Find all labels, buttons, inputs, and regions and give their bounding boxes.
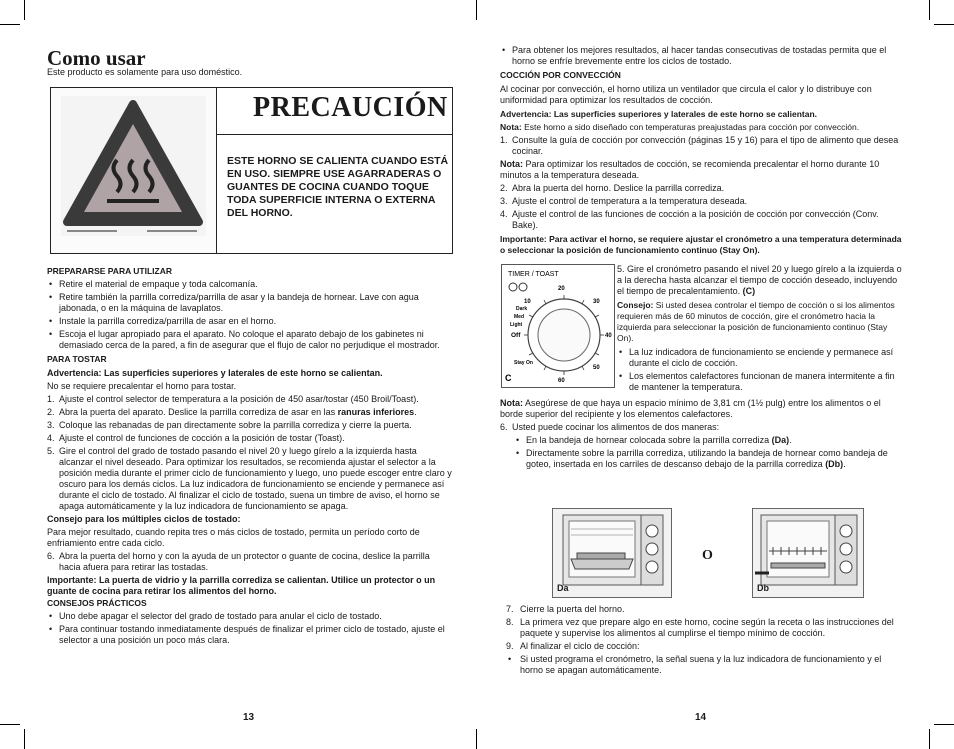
caution-box <box>50 87 453 254</box>
dial-label: 60 <box>558 378 565 384</box>
tip-body: Si usted desea controlar el tiempo de cocción o si los alimentos requieren más de 60 minutos de cocción, gire el cronómetro hacia la izquierda para seleccionar la posición de funcionamiento continuo (Stay On). <box>617 300 895 343</box>
body-text: Al cocinar por convección, el horno utiliza un ventilador que circula el calor y lo distribuye con uniformidad para optimizar los resultados de cocción. <box>500 84 872 105</box>
dial-label: 20 <box>558 286 565 292</box>
crop-mark <box>934 24 954 25</box>
section-heading: CONSEJOS PRÁCTICOS <box>47 598 147 608</box>
oven-figure-db <box>752 508 864 598</box>
list-item <box>47 420 452 431</box>
figure-label: Da <box>557 583 569 593</box>
warning-text: Advertencia: Las superficies superiores y laterales de este horno se calientan. <box>500 109 817 119</box>
caution-text: ESTE HORNO SE CALIENTA CUANDO ESTÁ EN USO. SIEMPRE USE AGARRADERAS O GUANTES DE COCINA CUANDO TOQUE TODA SUPERFICIE INTERNA O EXTERNA DEL HORNO. <box>227 155 449 219</box>
step-number: 8. <box>506 617 514 627</box>
tip-text <box>617 300 904 344</box>
list-item: • Uno debe apagar el selector del grado de tostado para anular el ciclo de tostado. <box>47 611 452 622</box>
bullet-list <box>506 654 904 676</box>
option-text: En la bandeja de hornear colocada sobre la parrilla corrediza <box>526 435 772 445</box>
left-body <box>47 266 452 646</box>
step-text: Gire el control del grado de tostado pasando el nivel 20 y luego gírelo a la izquierda hasta alcanzar el nivel deseado. Para optimizar los resultados, se recomienda ajustar el selector a la posición media durante el primer ciclo de funcionamiento y luego, uno puede escoger entre claro y oscuro para los demás ciclos. La luz indicadora de funcionamiento se enciende y permanece así durante el ciclo de tostado. Al finalizar el ciclo de tostado, suena un timbre de aviso, el horno se apaga automáticamente y la luz indicadora de funcionamiento se apaga. <box>59 446 452 511</box>
step-text: Cierre la puerta del horno. <box>520 604 625 614</box>
dial-label: Dark <box>516 306 528 312</box>
crop-mark <box>476 729 477 749</box>
figure-label: Db <box>757 583 769 593</box>
list-item: • Los elementos calefactores funcionan de manera intermitente a fin de mantener la temperatura. <box>617 371 904 393</box>
step-body: 5. Gire el cronómetro pasando el nivel 20 y luego gírelo a la izquierda o a la derecha hasta alcanzar el tiempo de cocción deseado, incluyendo el tiempo de precalentamiento. <box>617 264 902 296</box>
list-item: • Escoja el lugar apropiado para el aparato. No coloque el aparato debajo de los gabinetes ni demasiado cerca de la pared, a fin de asegurar que el flujo de calor no perjudique el mostrador. <box>47 329 452 351</box>
list-item <box>47 394 452 405</box>
list-item: • Instale la parrilla corrediza/parrilla de asar en el horno. <box>47 316 452 327</box>
list-item <box>500 183 904 194</box>
step-text: Ajuste el control de funciones de cocción a la posición de tostar (Toast). <box>59 433 345 443</box>
right-body-top <box>500 45 904 256</box>
note-body: Este horno a sido diseñado con temperaturas preajustadas para cocción por convección. <box>521 122 860 132</box>
crop-mark <box>929 729 930 749</box>
crop-mark <box>476 0 477 20</box>
dial-label: 40 <box>605 333 612 339</box>
option-text: . <box>789 435 792 445</box>
list-item: • La luz indicadora de funcionamiento se enciende y permanece así durante el ciclo de cocción. <box>617 347 904 369</box>
crop-mark <box>934 724 954 725</box>
note-label: Nota: <box>500 398 523 408</box>
note-text <box>500 159 904 181</box>
tip-label: Consejo: <box>617 300 654 310</box>
note-text: No se requiere precalentar el horno para tostar. <box>47 381 237 391</box>
list-item: • Para continuar tostando inmediatamente después de finalizar el primer ciclo de tostado, ajuste el selector a una posición un poco más clara. <box>47 624 452 646</box>
dial-label: Stay On <box>514 360 533 366</box>
page-number: 14 <box>695 712 707 723</box>
step-number: 6. <box>500 422 508 432</box>
step-text: Consulte la guía de cocción por convección (páginas 15 y 16) para el tipo de alimento que desea cocinar. <box>512 135 899 156</box>
prep-list <box>47 279 452 351</box>
step-number: 2. <box>47 407 55 417</box>
step-number: 2. <box>500 183 508 193</box>
options-list <box>514 435 904 470</box>
tips-list <box>47 611 452 646</box>
dial-label: 30 <box>593 299 600 305</box>
step-text: Abra la puerta del horno y con la ayuda de un protector o guante de cocina, deslice la parrilla hacia afuera para retirar las tostadas. <box>59 551 430 572</box>
list-item <box>506 617 904 639</box>
bullet-list <box>617 347 904 393</box>
step-number: 3. <box>500 196 508 206</box>
step-text: Ajuste el control de temperatura a la temperatura deseada. <box>512 196 748 206</box>
step-number: 4. <box>500 209 508 219</box>
important-text: Importante: La puerta de vidrio y la parrilla corrediza se calientan. Utilice un protector o un guante de cocina para retirar los alimentos del horno. <box>47 575 436 596</box>
list-item: • Si usted programa el cronómetro, la señal suena y la luz indicadora de funcionamiento y el horno se apagan automáticamente. <box>506 654 904 676</box>
tip-text: Para mejor resultado, cuando repita tres o más ciclos de tostado, permita un período corto de enfriamiento entre cada ciclo. <box>47 527 420 548</box>
list-item <box>500 209 904 231</box>
dial-label: Light <box>510 322 523 328</box>
section-heading: PREPARARSE PARA UTILIZAR <box>47 266 172 276</box>
dial-label: 50 <box>593 365 600 371</box>
dial-label: Off <box>511 332 521 339</box>
right-body-bottom <box>506 604 904 676</box>
list-item <box>47 551 452 573</box>
step-text <box>617 264 904 297</box>
step-text: Abra la puerta del horno. Deslice la parrilla corrediza. <box>512 183 725 193</box>
step-text: La primera vez que prepare algo en este horno, cocine según la receta o las instrucciones del paquete y supervise los alimentos al cumplirse el tiempo mínimo de cocción. <box>520 617 894 638</box>
list-item: • Para obtener los mejores resultados, al hacer tandas consecutivas de tostadas permita que el horno se enfríe brevemente entre los ciclos de tostado. <box>500 45 904 67</box>
list-item <box>500 135 904 157</box>
or-separator: O <box>702 548 713 563</box>
crop-mark <box>0 724 20 725</box>
warning-text: Advertencia: Las superficies superiores y laterales de este horno se calientan. <box>47 368 383 378</box>
important-text: Importante: Para activar el horno, se requiere ajustar el cronómetro a una temperatura determinada o seleccionar la posición de funcionamiento continuo (Stay On). <box>500 234 902 255</box>
dial-header: TIMER / TOAST <box>508 271 559 278</box>
step-text: Ajuste el control de las funciones de cocción a la posición de cocción por convección (Conv. Bake). <box>512 209 879 230</box>
step5-text <box>617 264 904 393</box>
list-item <box>500 196 904 207</box>
note-text <box>500 398 904 420</box>
note-text <box>500 122 904 133</box>
step-text: Ajuste el control selector de temperatura a la posición de 450 asar/tostar (450 Broil/Toast). <box>59 394 419 404</box>
caution-title: PRECAUCIÓN <box>253 92 448 123</box>
list-item <box>47 407 452 418</box>
step-number: 9. <box>506 641 514 651</box>
step-ref: (C) <box>742 286 756 296</box>
crop-mark <box>929 0 930 20</box>
page-title: Como usar <box>47 46 146 70</box>
divider <box>217 134 453 135</box>
step-text: Al finalizar el ciclo de cocción: <box>520 641 640 651</box>
list-item <box>500 422 904 433</box>
dial-label: Med <box>514 314 524 320</box>
figure-label: C <box>505 373 512 383</box>
step-number: 4. <box>47 433 55 443</box>
step-text: Abra la puerta del aparato. Deslice la parrilla corrediza de asar en las <box>59 407 338 417</box>
step-bold: ranuras inferiores <box>337 407 415 417</box>
crop-mark <box>24 729 25 749</box>
timer-dial-figure <box>501 264 615 388</box>
option-ref: (Db) <box>825 459 844 469</box>
note-body: Asegúrese de que haya un espacio mínimo de 3,81 cm (1½ pulg) entre los alimentos o el borde superior del recipiente y los elementos calefactores. <box>500 398 881 419</box>
list-item <box>506 604 904 615</box>
list-item <box>47 446 452 512</box>
step-number: 5. <box>47 446 55 456</box>
note-label: Nota: <box>500 122 522 132</box>
option-text: . <box>843 459 846 469</box>
step-text: . <box>414 407 417 417</box>
tips-list <box>500 45 904 67</box>
list-item <box>506 641 904 652</box>
dial-label: 10 <box>524 299 531 305</box>
hot-surface-warning-icon <box>51 88 217 253</box>
section-heading: COCCIÓN POR CONVECCIÓN <box>500 70 621 80</box>
step-number: 1. <box>47 394 55 404</box>
page-number: 13 <box>243 712 255 723</box>
tip-heading: Consejo para los múltiples ciclos de tostado: <box>47 514 241 524</box>
page-subtitle: Este producto es solamente para uso doméstico. <box>47 67 243 77</box>
crop-mark <box>24 0 25 20</box>
step-number: 6. <box>47 551 55 561</box>
right-body-mid <box>500 398 904 470</box>
step-text: Coloque las rebanadas de pan directamente sobre la parrilla corrediza y cierre la puerta. <box>59 420 412 430</box>
list-item <box>514 435 904 446</box>
step-text: Usted puede cocinar los alimentos de dos maneras: <box>512 422 720 432</box>
list-item: • Retire el material de empaque y toda calcomanía. <box>47 279 452 290</box>
list-item <box>47 433 452 444</box>
option-text: Directamente sobre la parrilla corrediza, utilizando la bandeja de hornear como bandeja de goteo, insertada en los carriles de descanso debajo de la parrilla corrediza <box>526 448 888 469</box>
step-number: 1. <box>500 135 508 145</box>
list-item <box>514 448 904 470</box>
option-ref: (Da) <box>771 435 790 445</box>
note-label: Nota: <box>500 159 523 169</box>
section-heading: PARA TOSTAR <box>47 354 107 364</box>
crop-mark <box>0 24 20 25</box>
step-number: 3. <box>47 420 55 430</box>
step-number: 7. <box>506 604 514 614</box>
oven-figure-da <box>552 508 672 598</box>
note-body: Para optimizar los resultados de cocción, se recomienda precalentar el horno durante 10 minutos a la temperatura deseada. <box>500 159 880 180</box>
list-item: • Retire también la parrilla corrediza/parrilla de asar y la bandeja de hornear. Lave con agua jabonada, o en la máquina de lavaplatos. <box>47 292 452 314</box>
